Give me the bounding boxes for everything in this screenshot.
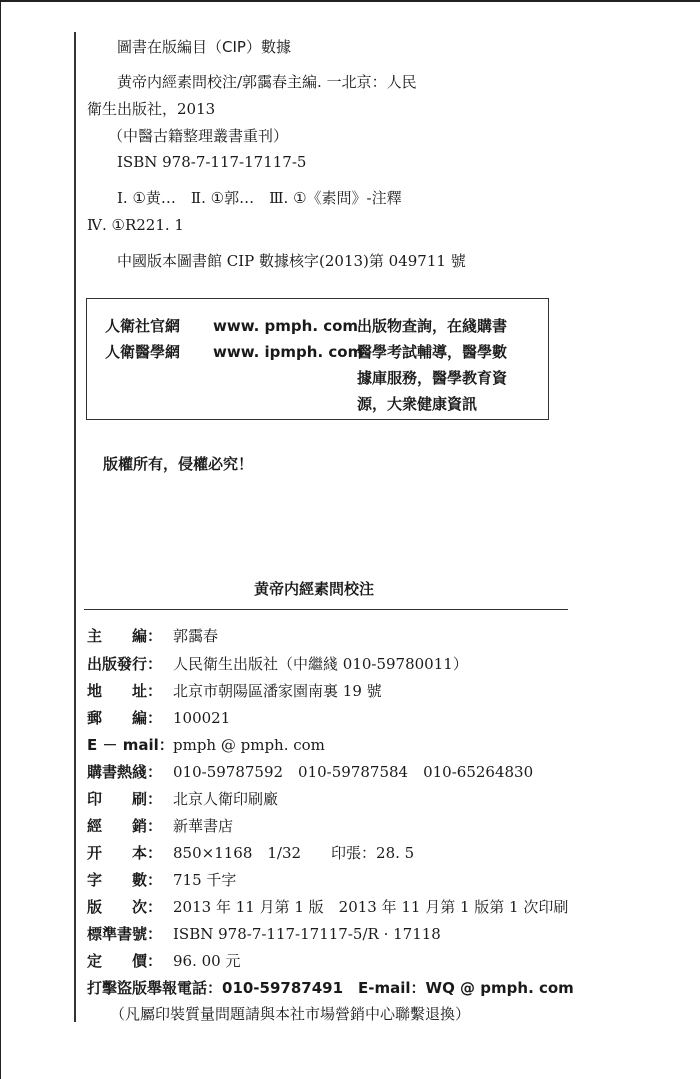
cip-line-2: 衛生出版社，2013 [87,100,216,118]
colophon-value: 850×1168 1/32 印張：28. 5 [173,844,415,862]
cip-isbn: ISBN 978-7-117-17117-5 [117,153,307,171]
colophon-label: 印 刷： [87,790,163,808]
colophon-label: 定 價： [87,952,163,970]
colophon-label: 標準書號： [87,925,163,943]
colophon-label: 版 次： [87,898,163,916]
pmph-site-label: 人衛社官網 [105,317,181,335]
colophon-value: 北京人衛印刷廠 [173,790,279,808]
colophon-label: 購書熱綫： [87,763,163,781]
colophon-label: 开 本： [87,844,163,862]
ipmph-site-desc-1: 醫學考試輔導，醫學數 [357,343,508,361]
page-border-top [0,0,700,2]
cip-series: （中醫古籍整理叢書重刊） [108,127,289,145]
ipmph-site-desc-3: 源，大衆健康資訊 [357,395,478,413]
book-title: 黄帝内經素問校注 [254,580,375,598]
ipmph-site-label: 人衛醫學網 [105,343,181,361]
colophon-value: 郭靄春 [173,627,219,645]
copyright-notice: 版權所有，侵權必究！ [103,455,254,473]
colophon-value: 010-59787592 010-59787584 010-65264830 [173,763,534,781]
cip-line-1: 黄帝内經素問校注/郭靄春主編. 一北京：人民 [117,73,417,91]
title-divider [84,609,568,610]
colophon-value: ISBN 978-7-117-17117-5/R · 17118 [173,925,441,943]
pmph-site-url: www. pmph. com [213,317,359,335]
ipmph-site-desc-2: 據庫服務，醫學教育資 [357,369,508,387]
colophon-value: 715 千字 [173,871,237,889]
colophon-value: 96. 00 元 [173,952,241,970]
anti-piracy-hotline: 打擊盜版舉報電話：010-59787491 E-mail：WQ @ pmph. com [87,979,574,997]
cip-classification-2: Ⅳ. ①R221. 1 [87,216,184,234]
colophon-label: 主 編： [87,627,163,645]
margin-rule [74,32,76,1022]
cip-record-number: 中國版本圖書館 CIP 數據核字(2013)第 049711 號 [117,252,466,270]
website-info-box [86,298,549,420]
colophon-label: 出版發行： [87,655,163,673]
colophon-label: 字 數： [87,871,163,889]
pmph-site-desc: 出版物查詢，在綫購書 [357,317,508,335]
colophon-label: E － mail： [87,736,174,754]
colophon-value: 2013 年 11 月第 1 版 2013 年 11 月第 1 版第 1 次印刷 [173,898,569,916]
colophon-value: 新華書店 [173,817,234,835]
colophon-value: 北京市朝陽區潘家園南裏 19 號 [173,682,382,700]
cip-classification-1: Ⅰ. ①黄… Ⅱ. ①郭… Ⅲ. ①《素問》-注釋 [117,189,402,207]
ipmph-site-url: www. ipmph. com [213,343,364,361]
colophon-label: 經 銷： [87,817,163,835]
colophon-label: 郵 編： [87,709,163,727]
colophon-value: 100021 [173,709,231,727]
colophon-value: pmph @ pmph. com [173,736,325,754]
page-border-left [0,0,1,1079]
cip-heading: 圖書在版編目（CIP）數據 [117,38,291,56]
colophon-value: 人民衛生出版社（中繼綫 010-59780011） [173,655,468,673]
colophon-label: 地 址： [87,682,163,700]
quality-return-note: （凡屬印裝質量問題請與本社市場營銷中心聯繫退換） [110,1005,471,1023]
